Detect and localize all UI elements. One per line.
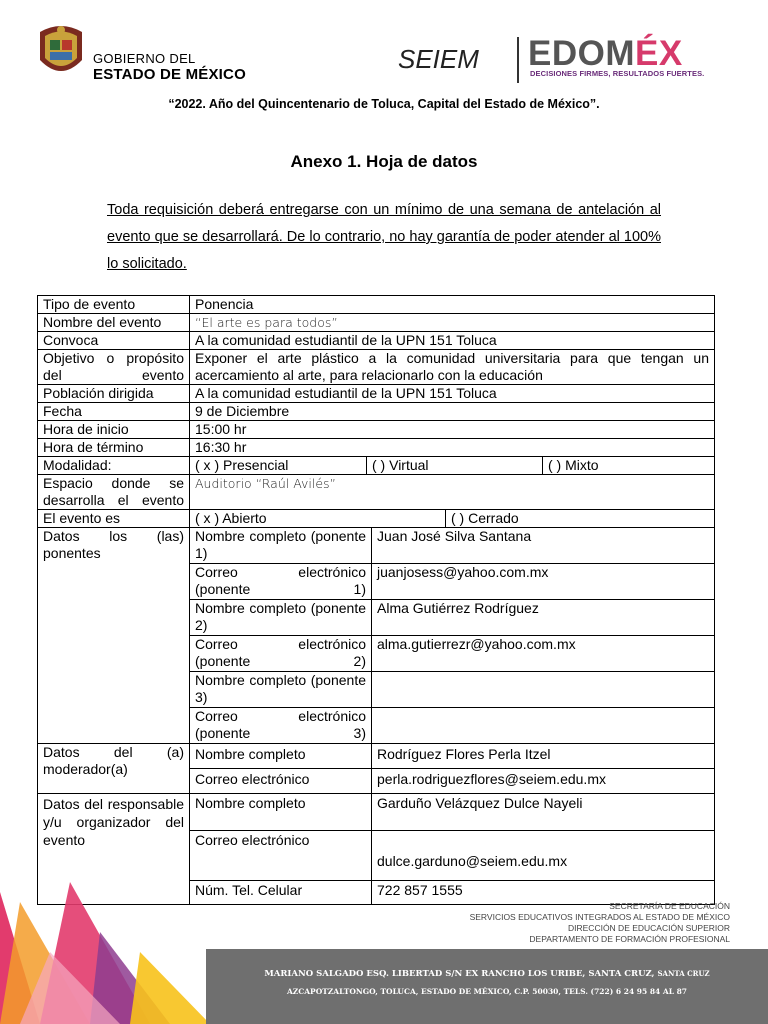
value-cell <box>372 708 715 744</box>
label-cell: Convoca <box>38 332 190 350</box>
table-row <box>38 403 715 421</box>
value-cell: dulce.garduno@seiem.edu.mx <box>372 831 715 881</box>
footer-address-small: SANTA CRUZ <box>657 969 710 978</box>
label-cell: Datos del responsable y/u organizador del evento <box>38 794 190 905</box>
value-cell: 722 857 1555 <box>372 881 715 905</box>
edomex-logo-part2: ÉX <box>635 34 683 73</box>
event-data-table <box>37 295 715 905</box>
event-type-options <box>190 510 715 528</box>
value-cell: 15:00 hr <box>190 421 715 439</box>
requisition-notice: Toda requisición deberá entregarse con un mínimo de una semana de antelación al evento que se desarrollará. De lo contrario, no hay garantía de poder atender al 100% lo solicitado. <box>107 202 661 272</box>
sub-label-cell: Nombre completo <box>190 794 372 831</box>
header-divider <box>517 37 519 83</box>
sub-label-cell: Nombre completo (ponente 2) <box>190 600 372 636</box>
sub-label-cell: Nombre completo (ponente 1) <box>190 528 372 564</box>
value-cell: A la comunidad estudiantil de la UPN 151 Toluca <box>190 385 715 403</box>
value-cell: “El arte es para todos” <box>190 314 715 332</box>
label-cell: Nombre del evento <box>38 314 190 332</box>
government-name-line1: GOBIERNO DEL <box>93 51 196 66</box>
government-name-line2: ESTADO DE MÉXICO <box>93 66 246 83</box>
table-row <box>38 385 715 403</box>
label-cell: Fecha <box>38 403 190 421</box>
decorative-triangles-graphic <box>0 872 210 1024</box>
value-cell: Ponencia <box>190 296 715 314</box>
event-open: ( x ) Abierto <box>190 510 446 527</box>
label-cell: Población dirigida <box>38 385 190 403</box>
table-row <box>38 475 715 510</box>
value-cell <box>372 672 715 708</box>
label-cell: Espacio donde se desarrolla el evento <box>38 475 190 510</box>
modality-mixto: ( ) Mixto <box>548 457 599 473</box>
value-cell: juanjosess@yahoo.com.mx <box>372 564 715 600</box>
value-cell: alma.gutierrezr@yahoo.com.mx <box>372 636 715 672</box>
value-cell: A la comunidad estudiantil de la UPN 151 Toluca <box>190 332 715 350</box>
label-cell: El evento es <box>38 510 190 528</box>
footer-department-4: DEPARTAMENTO DE FORMACIÓN PROFESIONAL <box>529 934 730 944</box>
sub-label-cell: Correo electrónico <box>190 769 372 794</box>
label-cell: Tipo de evento <box>38 296 190 314</box>
label-cell: Modalidad: <box>38 457 190 475</box>
sub-label-cell: Nombre completo (ponente 3) <box>190 672 372 708</box>
table-row <box>38 528 715 564</box>
table-row <box>38 744 715 769</box>
value-cell: 9 de Diciembre <box>190 403 715 421</box>
sub-label-cell: Núm. Tel. Celular <box>190 881 372 905</box>
label-cell: Hora de inicio <box>38 421 190 439</box>
label-cell: Datos los (las) ponentes <box>38 528 190 744</box>
table-row <box>38 457 715 475</box>
sub-label-cell: Nombre completo <box>190 744 372 769</box>
value-cell: Rodríguez Flores Perla Itzel <box>372 744 715 769</box>
footer-address-main: MARIANO SALGADO ESQ. LIBERTAD S/N EX RANCHO LOS URIBE, SANTA CRUZ, <box>264 969 655 979</box>
footer-department-2: SERVICIOS EDUCATIVOS INTEGRADOS AL ESTADO DE MÉXICO <box>469 912 730 922</box>
value-cell: 16:30 hr <box>190 439 715 457</box>
table-row <box>38 350 715 385</box>
year-motto: “2022. Año del Quincentenario de Toluca, Capital del Estado de México”. <box>168 97 600 111</box>
table-row <box>38 421 715 439</box>
event-closed: ( ) Cerrado <box>451 510 519 526</box>
modality-options <box>190 457 715 475</box>
edomex-logo <box>528 34 683 74</box>
footer-department-3: DIRECCIÓN DE EDUCACIÓN SUPERIOR <box>568 923 730 933</box>
footer-department-1: SECRETARÍA DE EDUCACIÓN <box>609 901 730 911</box>
value-cell: Garduño Velázquez Dulce Nayeli <box>372 794 715 831</box>
footer-address-line2: AZCAPOTZALTONGO, TOLUCA, ESTADO DE MÉXICO, C.P. 50030, TELS. (722) 6 24 95 84 AL 87 <box>286 987 688 996</box>
table-row <box>38 439 715 457</box>
state-seal-logo <box>36 22 86 80</box>
label-cell: Hora de término <box>38 439 190 457</box>
table-row <box>38 314 715 332</box>
modality-presencial: ( x ) Presencial <box>190 457 367 474</box>
modality-virtual: ( ) Virtual <box>367 457 543 474</box>
table-row <box>38 332 715 350</box>
value-cell: Exponer el arte plástico a la comunidad universitaria para que tengan un acercamiento al arte, para relacionarlo con la educación <box>190 350 715 385</box>
table-row <box>38 296 715 314</box>
label-cell: Objetivo o propósito del evento <box>38 350 190 385</box>
edomex-logo-part1: EDOM <box>528 34 635 73</box>
page-title: Anexo 1. Hoja de datos <box>290 152 478 171</box>
sub-label-cell: Correo electrónico <box>190 831 372 881</box>
table-row <box>38 510 715 528</box>
sub-label-cell: Correo electrónico (ponente 1) <box>190 564 372 600</box>
value-cell: Alma Gutiérrez Rodríguez <box>372 600 715 636</box>
value-cell: Juan José Silva Santana <box>372 528 715 564</box>
sub-label-cell: Correo electrónico (ponente 2) <box>190 636 372 672</box>
table-row <box>38 794 715 831</box>
edomex-tagline: DECISIONES FIRMES, RESULTADOS FUERTES. <box>530 69 705 78</box>
seiem-logo-text: SEIEM <box>398 44 479 74</box>
value-cell: perla.rodriguezflores@seiem.edu.mx <box>372 769 715 794</box>
sub-label-cell: Correo electrónico (ponente 3) <box>190 708 372 744</box>
label-cell: Datos del (a) moderador(a) <box>38 744 190 794</box>
value-cell: Auditorio “Raúl Avilés” <box>190 475 715 510</box>
footer-address-line1 <box>206 969 768 979</box>
